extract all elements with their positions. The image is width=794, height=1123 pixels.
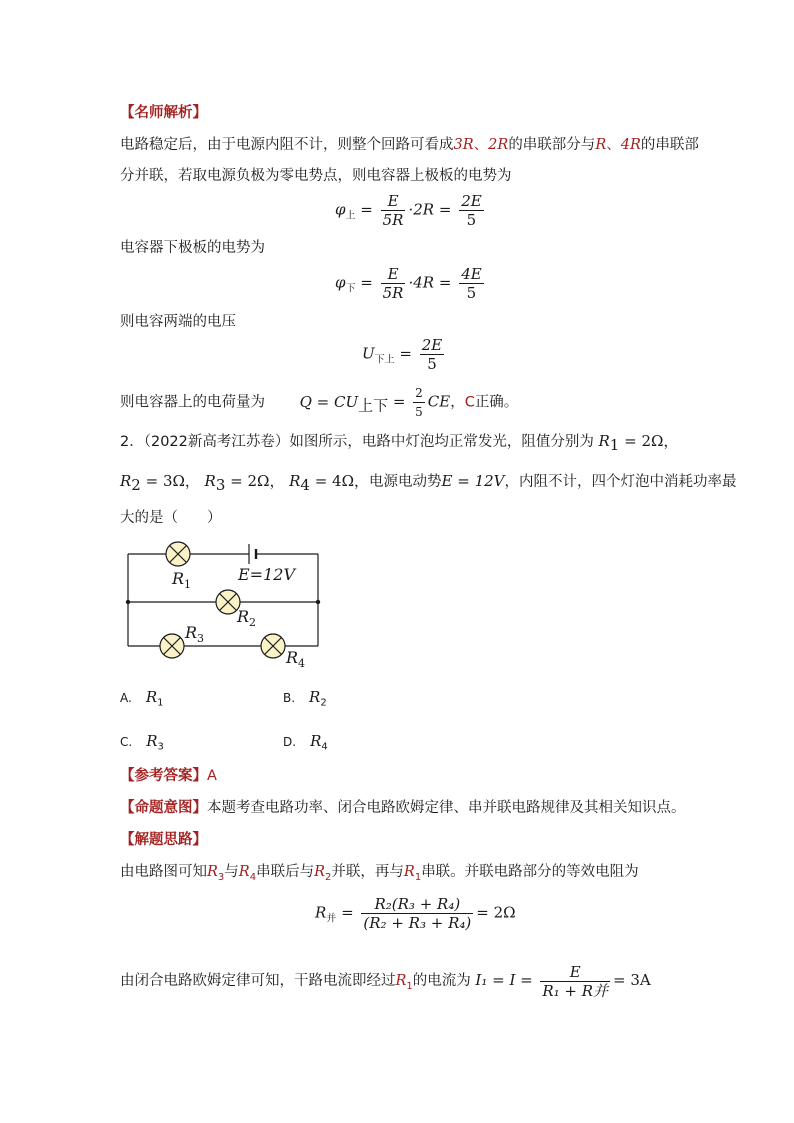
text: ，内阻不计，四个灯泡中消耗功率最 bbox=[504, 474, 737, 490]
option-letter: C. bbox=[120, 735, 133, 749]
answer-value: A bbox=[207, 768, 217, 784]
eq-sub: 上下 bbox=[358, 396, 389, 415]
option-b[interactable] bbox=[283, 688, 327, 708]
option-sub: 2 bbox=[320, 697, 327, 709]
analysis-header: 【名师解析】 bbox=[120, 105, 207, 121]
term: R bbox=[207, 864, 218, 880]
eq-lhs: U bbox=[362, 344, 375, 363]
label-emf: E=12V bbox=[238, 565, 295, 584]
bulb-r1-icon bbox=[166, 542, 190, 566]
junction-dot-left bbox=[126, 600, 130, 604]
eq-sub: 下 bbox=[345, 283, 356, 295]
text: 电源电动势 bbox=[369, 474, 442, 490]
text: 串联后与 bbox=[256, 864, 315, 880]
term: R bbox=[314, 864, 326, 880]
question-line-2 bbox=[120, 470, 737, 496]
intent-line bbox=[120, 798, 686, 818]
r3-sub: 3 bbox=[215, 475, 226, 494]
r4-symbol: R bbox=[289, 472, 301, 490]
intent-text: 本题考查电路功率、闭合电路欧姆定律、串并联电路规律及其相关知识点。 bbox=[207, 800, 686, 816]
eq-sub: 并 bbox=[326, 913, 337, 925]
r3-symbol: R bbox=[204, 472, 216, 490]
text: 的电流为 bbox=[412, 973, 471, 989]
fraction bbox=[420, 336, 445, 373]
numerator: E bbox=[381, 192, 406, 211]
thinking-paragraph-2 bbox=[120, 960, 651, 1007]
text: 电路稳定后，由于电源内阻不计，则整个回路可看成 bbox=[120, 137, 454, 153]
term-4r: 4R bbox=[620, 137, 641, 153]
r4-value: = 4Ω， bbox=[309, 472, 370, 490]
option-sub: 1 bbox=[157, 697, 164, 709]
option-letter: D. bbox=[283, 735, 297, 749]
term-sub: 1 bbox=[414, 871, 422, 883]
fraction bbox=[381, 192, 406, 229]
option-letter: B. bbox=[283, 691, 296, 705]
question-line-3: 大的是（ ） bbox=[120, 510, 222, 526]
circuit-diagram bbox=[120, 540, 340, 670]
question-number: 2． bbox=[120, 434, 144, 450]
r1-value: = 2Ω， bbox=[619, 432, 679, 450]
option-value: R bbox=[309, 688, 321, 706]
emf-value: E = 12V bbox=[441, 472, 505, 490]
intent-header: 【命题意图】 bbox=[120, 800, 207, 816]
numerator: R₂(R₃ + R₄) bbox=[361, 895, 473, 914]
term-sub: 4 bbox=[249, 871, 257, 883]
analysis-paragraph-3: 电容器下极板的电势为 bbox=[120, 240, 265, 256]
option-a[interactable] bbox=[120, 688, 163, 708]
numerator: 2 bbox=[413, 384, 425, 403]
bulb-r3-icon bbox=[160, 634, 184, 658]
analysis-paragraph-5: 则电容器上的电荷量为 $Q = CU_{上下}$ = $\frac{2}{5}$ CE，C正确。 bbox=[120, 386, 519, 419]
thinking-paragraph-1 bbox=[120, 862, 639, 888]
eq-lhs: R bbox=[315, 903, 327, 922]
junction-dot-right bbox=[316, 600, 320, 604]
r2-value: = 3Ω， bbox=[140, 472, 200, 490]
text: 、 bbox=[473, 137, 489, 153]
r2-symbol: R bbox=[120, 472, 132, 490]
numerator: E bbox=[381, 265, 406, 284]
term-r: R bbox=[595, 137, 607, 153]
eq-lhs: φ bbox=[335, 200, 346, 219]
fraction bbox=[361, 895, 473, 932]
answer-letter: C bbox=[464, 394, 475, 411]
label-r4: $R_4$ bbox=[286, 648, 306, 670]
term-2r: 2R bbox=[488, 137, 509, 153]
r1-symbol: R bbox=[598, 432, 610, 450]
numerator: E bbox=[540, 963, 610, 982]
bulb-r4-icon bbox=[261, 634, 285, 658]
text: 由闭合电路欧姆定律可知，干路电流即经过 bbox=[120, 973, 396, 989]
text: 并联，再与 bbox=[331, 864, 404, 880]
fraction bbox=[413, 384, 425, 421]
thinking-header: 【解题思路】 bbox=[120, 832, 207, 848]
analysis-paragraph-2: 分并联，若取电源负极为零电势点，则电容器上极板的电势为 bbox=[120, 168, 512, 184]
option-value: R bbox=[146, 732, 158, 750]
r4-sub: 4 bbox=[300, 475, 310, 494]
eq-mid: ·4R = bbox=[408, 273, 452, 292]
r1-sub: 1 bbox=[609, 435, 620, 454]
term-3r: 3R bbox=[453, 137, 474, 153]
text: 的串联部分与 bbox=[508, 137, 596, 153]
term-sub: 1 bbox=[406, 980, 413, 992]
r3-value: = 2Ω， bbox=[225, 472, 285, 490]
answer-line bbox=[120, 766, 217, 786]
term-sub: 2 bbox=[325, 871, 332, 883]
eq-mid: ·2R = bbox=[408, 200, 452, 219]
denominator: (R₂ + R₃ + R₄) bbox=[363, 914, 472, 932]
fraction bbox=[381, 265, 406, 302]
denominator: 5 bbox=[466, 284, 477, 302]
text: 正确。 bbox=[474, 394, 519, 411]
label-r2: $R_2$ bbox=[237, 607, 257, 629]
equation-phi-upper: $\varphi_上$ = $\frac{E}{5R}$ ·2R = $\frac{2E}{5}$ bbox=[335, 192, 482, 229]
eq-rhs: = 2Ω bbox=[476, 903, 516, 922]
term: R bbox=[395, 973, 407, 989]
eq-lhs: I₁ = I = bbox=[475, 971, 533, 989]
denominator: R₁ + R并 bbox=[542, 981, 609, 1000]
denominator: 5 bbox=[466, 211, 477, 229]
eq-lhs: Q = CU bbox=[299, 392, 359, 411]
numerator: 4E bbox=[461, 265, 482, 283]
term-sub: 3 bbox=[217, 871, 225, 883]
option-sub: 3 bbox=[157, 741, 164, 753]
option-value: R bbox=[310, 732, 322, 750]
text: ， bbox=[450, 394, 465, 411]
denominator: 5 bbox=[427, 355, 437, 373]
numerator: 2E bbox=[461, 192, 482, 210]
eq-lhs: φ bbox=[335, 273, 346, 292]
text: 如图所示，电路中灯泡均正常发光，阻值分别为 bbox=[289, 434, 594, 450]
eq-sub: 下上 bbox=[374, 354, 395, 366]
equation-phi-lower: $\varphi_下$ = $\frac{E}{5R}$ ·4R = $\frac{4E}{5}$ bbox=[335, 265, 482, 302]
r2-sub: 2 bbox=[131, 475, 141, 494]
eq-rhs: = 3A bbox=[613, 971, 651, 989]
text: 则电容器上的电荷量为 bbox=[120, 394, 265, 411]
text: 的串联部 bbox=[640, 137, 699, 153]
term: R bbox=[403, 864, 415, 880]
question-line-1 bbox=[120, 430, 678, 456]
text: 、 bbox=[606, 137, 621, 153]
text: 由电路图可知 bbox=[120, 864, 207, 880]
fraction bbox=[540, 963, 610, 1000]
fraction bbox=[459, 192, 484, 229]
label-r3: $R_3$ bbox=[185, 623, 205, 645]
analysis-paragraph-4: 则电容两端的电压 bbox=[120, 314, 236, 330]
eq-sub: 上 bbox=[345, 210, 356, 222]
option-c[interactable] bbox=[120, 732, 164, 752]
eq-tail: CE bbox=[427, 392, 451, 411]
answer-header: 【参考答案】 bbox=[120, 768, 207, 784]
denominator: 5R bbox=[382, 211, 404, 229]
denominator: 5 bbox=[415, 405, 423, 419]
denominator: 5R bbox=[382, 284, 404, 302]
term: R bbox=[238, 864, 250, 880]
question-source: （2022新高考江苏卷） bbox=[143, 434, 290, 450]
text: 串联。并联电路部分的等效电阻为 bbox=[421, 864, 639, 880]
numerator: 2E bbox=[421, 336, 443, 354]
option-letter: A. bbox=[120, 691, 132, 705]
analysis-paragraph-1 bbox=[120, 135, 699, 155]
equation-voltage: $U_{下上}$ = $\frac{2E}{5}$ bbox=[362, 336, 443, 373]
option-value: R bbox=[145, 688, 158, 706]
fraction bbox=[459, 265, 484, 302]
option-sub: 4 bbox=[321, 741, 328, 753]
label-r1: $R_1$ bbox=[172, 569, 192, 591]
text: 与 bbox=[224, 864, 239, 880]
equation-parallel-resistance: $R_并$ = $\frac{\text{R₂(R₃ + R₄)}}{\text{(R₂ + R₃ + R₄)}}$ = 2Ω bbox=[315, 895, 516, 932]
option-d[interactable] bbox=[283, 732, 328, 752]
